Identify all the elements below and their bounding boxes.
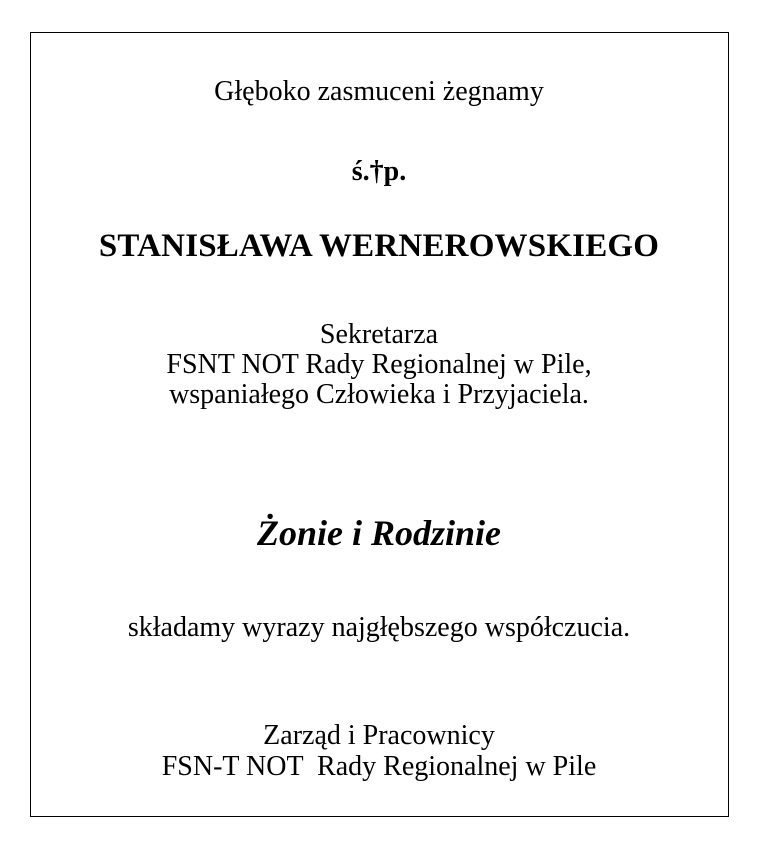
signature-block xyxy=(0,720,758,783)
description-block xyxy=(0,320,758,411)
description-line-tribute: wspaniałego Człowieka i Przyjaciela. xyxy=(169,379,589,411)
addressee-heading: Żonie i Rodzinie xyxy=(256,513,502,553)
signature-line-organization: FSN-T NOT Rady Regionalnej w Pile xyxy=(161,751,597,783)
condolence-text: składamy wyrazy najgłębszego współczucia. xyxy=(127,612,631,643)
obituary-frame xyxy=(30,32,729,817)
description-line-role: Sekretarza xyxy=(319,319,439,350)
intro-text: Głęboko zasmuceni żegnamy xyxy=(214,76,544,107)
description-line-organization: FSNT NOT Rady Regionalnej w Pile, xyxy=(166,349,592,381)
signature-line-board: Zarząd i Pracownicy xyxy=(263,720,495,751)
sp-abbreviation: ś.†p. xyxy=(351,156,407,187)
deceased-name: STANISŁAWA WERNEROWSKIEGO xyxy=(98,228,660,264)
